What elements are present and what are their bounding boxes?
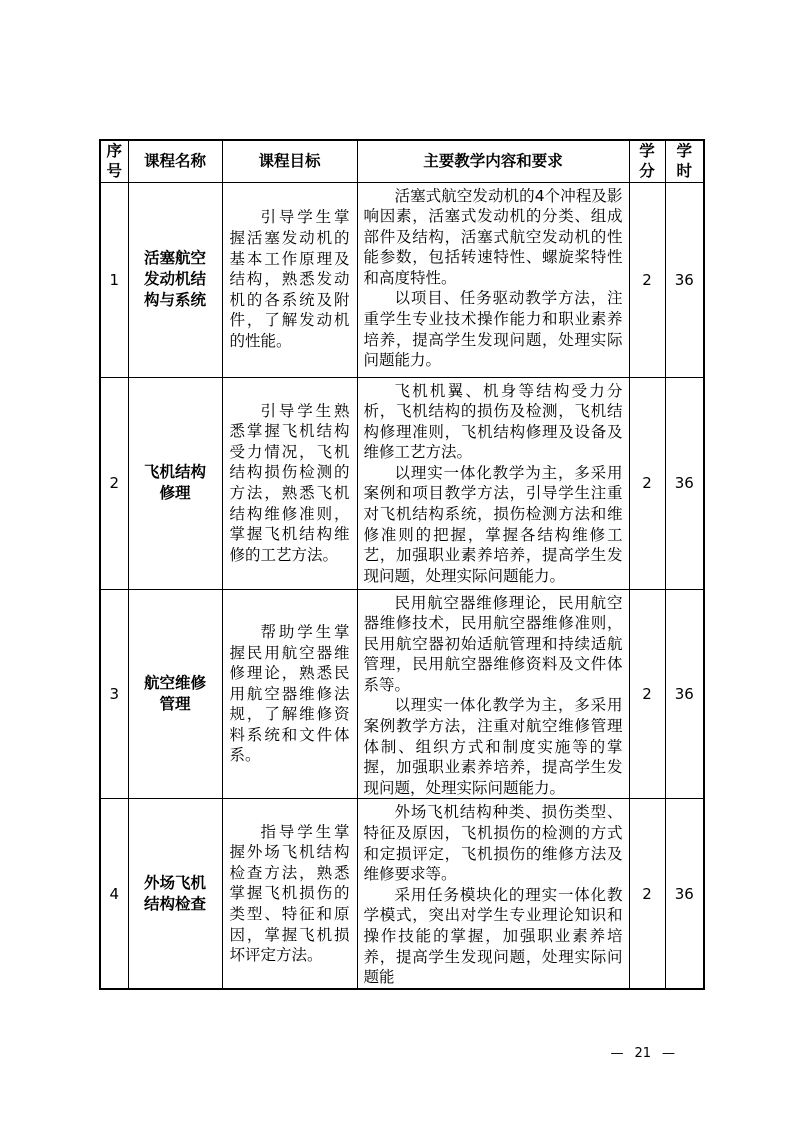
course-name-text: 活塞航空发动机结构与系统 [143, 249, 206, 310]
page-footer [610, 1046, 675, 1061]
content-paragraph: 以项目、任务驱动教学方法，注重学生专业技术操作能力和职业素养培养，提高学生发现问题，处理实际问题能力。 [363, 289, 623, 370]
header-cell-content: 主要教学内容和要求 [357, 140, 629, 182]
cell-course-name [128, 182, 222, 377]
header-cell-course-name: 课程名称 [128, 140, 222, 182]
teaching-content-text [358, 799, 629, 987]
header-cell-credits [629, 140, 665, 182]
course-objective-text: 帮助学生掌握民用航空器维修理论，熟悉民用航空器维修法规，了解维修资料系统和文件体系。 [229, 622, 350, 765]
cell-teaching-content [357, 589, 629, 799]
footer-dash-right: — [662, 1046, 675, 1061]
cell-credits: 2 [629, 182, 665, 377]
course-name-text: 外场飞机结构检查 [143, 873, 206, 913]
table-row [100, 182, 704, 377]
header-credits-label: 学分 [639, 142, 655, 181]
course-table [99, 139, 705, 990]
content-paragraph: 采用任务模块化的理实一体化教学模式，突出对学生专业理论知识和操作技能的掌握，加强职业素养培养，提高学生发现问题，处理实际问题能 [363, 885, 623, 987]
header-cell-objective: 课程目标 [222, 140, 357, 182]
cell-row-number: 3 [100, 589, 128, 799]
content-paragraph: 外场飞机结构种类、损伤类型、特征及原因，飞机损伤的检测的方式和定损评定，飞机损伤的维修方法及维修要求等。 [363, 803, 623, 884]
table-row [100, 589, 704, 799]
cell-teaching-content [357, 377, 629, 589]
cell-hours: 36 [665, 799, 704, 989]
cell-teaching-content [357, 799, 629, 989]
table-row [100, 377, 704, 589]
table-row [100, 799, 704, 989]
cell-hours: 36 [665, 182, 704, 377]
cell-course-objective [222, 377, 357, 589]
content-paragraph: 以理实一体化教学为主，多采用案例教学方法，注重对航空维修管理体制、组织方式和制度实施等的掌握，加强职业素养培养，提高学生发现问题，处理实际问题能力。 [363, 696, 623, 797]
cell-course-objective [222, 799, 357, 989]
cell-row-number: 4 [100, 799, 128, 989]
cell-course-name [128, 377, 222, 589]
header-cell-hours [665, 140, 704, 182]
cell-course-objective [222, 589, 357, 799]
cell-teaching-content [357, 182, 629, 377]
teaching-content-text [358, 590, 629, 799]
header-row [100, 140, 704, 182]
cell-row-number: 1 [100, 182, 128, 377]
cell-credits: 2 [629, 377, 665, 589]
content-paragraph: 飞机机翼、机身等结构受力分析，飞机结构的损伤及检测，飞机结构修理准则，飞机结构修理及设备及维修工艺方法。 [363, 381, 623, 462]
table-body [100, 182, 704, 989]
course-name-text: 航空维修管理 [143, 673, 206, 713]
course-objective-text: 引导学生熟悉掌握飞机结构受力情况，飞机结构损伤检测的方法，熟悉飞机结构维修准则，掌握飞机结构维修的工艺方法。 [229, 401, 350, 564]
page-number: 21 [634, 1046, 651, 1061]
cell-course-objective [222, 182, 357, 377]
content-paragraph: 民用航空器维修理论，民用航空器维修技术，民用航空器维修准则，民用航空器初始适航管理和持续适航管理，民用航空器维修资料及文件体系等。 [363, 593, 623, 694]
cell-credits: 2 [629, 589, 665, 799]
header-no-label: 序号 [106, 142, 122, 181]
teaching-content-text [358, 378, 629, 587]
header-hours-label: 学时 [676, 142, 692, 181]
cell-hours: 36 [665, 589, 704, 799]
course-name-text: 飞机结构修理 [143, 463, 206, 503]
content-paragraph: 活塞式航空发动机的4个冲程及影响因素，活塞式发动机的分类、组成部件及结构，活塞式航空发动机的性能参数，包括转速特性、螺旋桨特性和高度特性。 [363, 186, 623, 287]
content-paragraph: 以理实一体化教学为主，多采用案例和项目教学方法，引导学生注重对飞机结构系统，损伤检测方法和维修准则的把握，掌握各结构维修工艺，加强职业素养培养，提高学生发现问题，处理实际问题能力。 [363, 463, 623, 585]
cell-course-name [128, 799, 222, 989]
course-objective-text: 指导学生掌握外场飞机结构检查方法，熟悉掌握飞机损伤的类型、特征和原因，掌握飞机损坏评定方法。 [229, 822, 350, 965]
cell-hours: 36 [665, 377, 704, 589]
course-objective-text: 引导学生掌握活塞发动机的基本工作原理及结构，熟悉发动机的各系统及附件，了解发动机的性能。 [229, 208, 350, 350]
header-cell-no [100, 140, 128, 182]
cell-course-name [128, 589, 222, 799]
cell-credits: 2 [629, 799, 665, 989]
teaching-content-text [358, 183, 629, 371]
footer-dash-left: — [610, 1046, 624, 1061]
cell-row-number: 2 [100, 377, 128, 589]
